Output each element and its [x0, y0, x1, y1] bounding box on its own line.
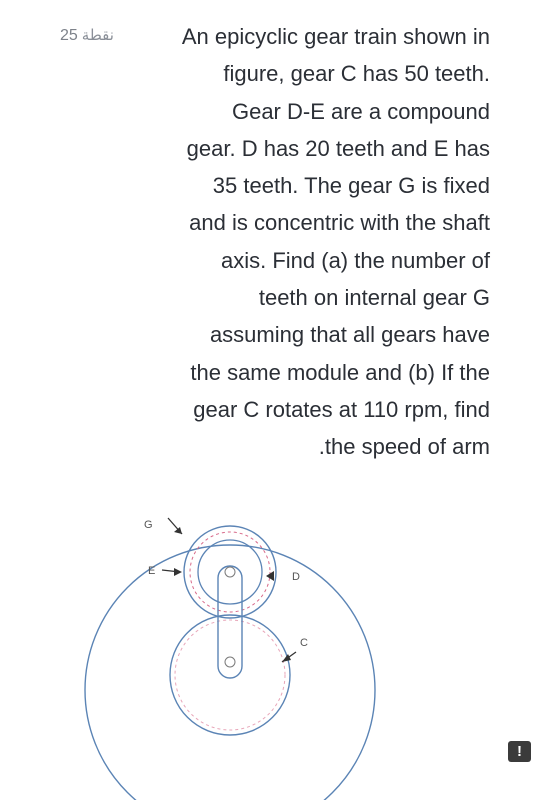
compound-gear-e [198, 540, 262, 604]
question-line: .the speed of arm [318, 434, 490, 460]
report-button[interactable] [508, 741, 531, 762]
points-value: 25 [60, 27, 78, 44]
question-line: Gear D-E are a compound [231, 98, 490, 124]
question-line: 35 teeth. The gear G is fixed [212, 173, 490, 199]
exclamation-icon: ! [517, 743, 522, 760]
arm [218, 566, 242, 678]
gear-train-diagram [70, 500, 410, 800]
question-line: the same module and (b) If the [190, 359, 490, 385]
gear-train-figure [70, 500, 410, 800]
arm-pivot-top [225, 567, 235, 577]
points-label: نقطة [81, 27, 114, 44]
label-g: G [144, 519, 153, 531]
points-indicator [60, 26, 114, 45]
sun-gear-c [170, 615, 290, 735]
question-line: gear C rotates at 110 rpm, find [193, 396, 490, 422]
question-text [126, 18, 490, 466]
label-c: C [300, 637, 308, 649]
internal-gear-g [85, 545, 375, 800]
question-line: axis. Find (a) the number of [220, 247, 490, 273]
question-line: teeth on internal gear G [258, 285, 490, 311]
pitch-circle-c [175, 620, 285, 730]
question-line: figure, gear C has 50 teeth. [223, 61, 490, 87]
question-line: An epicyclic gear train shown in [181, 24, 490, 49]
question-line: and is concentric with the shaft [189, 210, 490, 236]
question-line: assuming that all gears have [209, 322, 490, 348]
arrow-g-head [174, 527, 182, 534]
label-d: D [292, 571, 300, 583]
question-line: gear. D has 20 teeth and E has [186, 135, 490, 161]
arrow-e-head [174, 568, 182, 576]
label-e: E [148, 565, 156, 577]
arm-pivot-bottom [225, 657, 235, 667]
pitch-circle-d [190, 532, 270, 612]
